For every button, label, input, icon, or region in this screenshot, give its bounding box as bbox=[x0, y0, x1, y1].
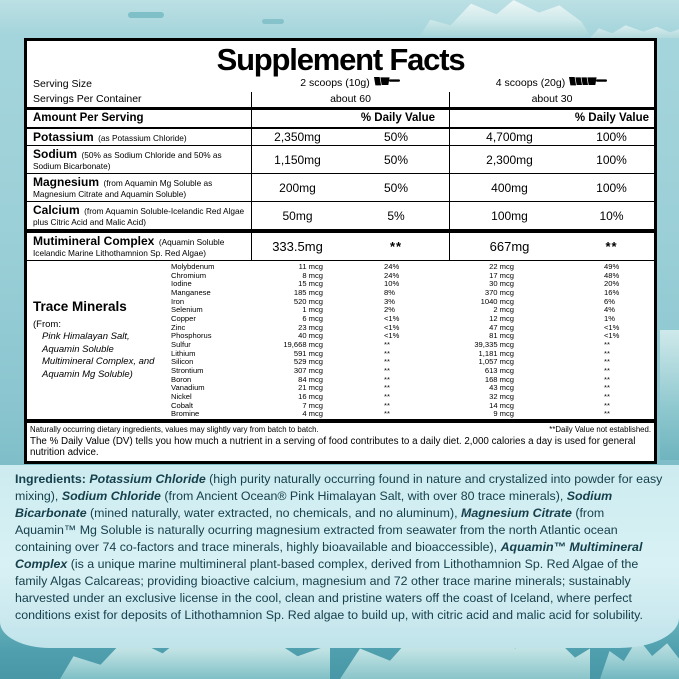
footnote-dv-explainer: The % Daily Value (DV) tells you how much a nutrient in a serving of food contributes to a daily diet. 2,000 calories a day is used for general nutrition advice. bbox=[30, 436, 636, 458]
trace-dv-4scoops: 20% bbox=[604, 279, 620, 289]
nutrient-dv-2scoops: 5% bbox=[387, 208, 405, 223]
nutrient-label bbox=[27, 146, 251, 173]
trace-mineral-row bbox=[166, 315, 654, 324]
trace-dv-2scoops: <1% bbox=[384, 322, 400, 332]
nutrient-amount-4scoops: 100mg bbox=[449, 202, 569, 229]
trace-amount-2scoops: 7 mcg bbox=[302, 400, 323, 410]
trace-mineral-name: Molybdenum bbox=[171, 262, 215, 271]
trace-mineral-name: Vanadium bbox=[171, 383, 205, 393]
trace-dv-2scoops: ** bbox=[384, 400, 390, 410]
servings-per-container-4scoops: about 30 bbox=[449, 92, 654, 107]
trace-dv-2scoops: ** bbox=[384, 339, 390, 349]
iceberg-shape bbox=[262, 19, 284, 24]
trace-amount-4scoops: 1040 mcg bbox=[480, 296, 514, 306]
trace-dv-2scoops: 3% bbox=[384, 296, 395, 306]
trace-dv-2scoops: ** bbox=[384, 409, 390, 419]
trace-dv-4scoops: ** bbox=[604, 400, 610, 410]
panel-title: Supplement Facts bbox=[216, 42, 465, 77]
trace-amount-4scoops: 22 mcg bbox=[489, 262, 514, 271]
trace-source-item: Multimineral Complex, and bbox=[42, 356, 155, 367]
trace-mineral-name: Manganese bbox=[171, 287, 211, 297]
amount-per-serving-header bbox=[27, 110, 654, 129]
trace-dv-4scoops: ** bbox=[604, 348, 610, 358]
trace-dv-4scoops: 49% bbox=[604, 262, 620, 271]
trace-dv-2scoops: <1% bbox=[384, 313, 400, 323]
trace-amount-4scoops: 1,181 mcg bbox=[478, 348, 514, 358]
trace-mineral-row bbox=[166, 341, 654, 350]
serving-size-row bbox=[27, 76, 654, 92]
trace-dv-2scoops: ** bbox=[384, 365, 390, 375]
nutrient-name: Sodium bbox=[33, 147, 77, 161]
nutrient-dv-2scoops: 50% bbox=[383, 130, 409, 144]
trace-amount-2scoops: 11 mcg bbox=[298, 262, 323, 271]
nutrient-name: Potassium bbox=[33, 130, 94, 144]
trace-dv-2scoops: 10% bbox=[384, 279, 400, 289]
trace-dv-2scoops: 8% bbox=[384, 287, 395, 297]
trace-dv-4scoops: <1% bbox=[604, 322, 620, 332]
trace-source-item: Aquamin Mg Soluble) bbox=[42, 368, 133, 380]
trace-mineral-name: Cobalt bbox=[171, 400, 193, 410]
ingredient-segment: Magnesium Citrate bbox=[461, 506, 572, 520]
trace-amount-4scoops: 47 mcg bbox=[489, 322, 514, 332]
trace-minerals-section bbox=[27, 261, 654, 419]
trace-amount-2scoops: 23 mcg bbox=[298, 322, 323, 332]
trace-amount-2scoops: 307 mcg bbox=[293, 365, 323, 375]
trace-mineral-row bbox=[166, 332, 654, 341]
trace-amount-4scoops: 14 mcg bbox=[489, 400, 514, 410]
trace-minerals-heading: Trace Minerals bbox=[33, 299, 127, 314]
trace-mineral-row bbox=[166, 410, 654, 419]
trace-mineral-name: Zinc bbox=[171, 322, 186, 332]
nutrient-name: Calcium bbox=[33, 203, 80, 217]
trace-dv-4scoops: <1% bbox=[604, 331, 620, 341]
trace-dv-4scoops: ** bbox=[604, 391, 610, 401]
trace-amount-2scoops: 1 mcg bbox=[302, 305, 323, 315]
trace-amount-4scoops: 613 mcg bbox=[484, 365, 514, 375]
nutrient-name: Magnesium bbox=[33, 175, 100, 189]
trace-amount-4scoops: 1,057 mcg bbox=[478, 357, 514, 367]
ingredients-paragraph bbox=[15, 471, 665, 624]
multimineral-amount-4scoops: 667mg bbox=[449, 233, 569, 260]
scoop-icon-quad bbox=[568, 76, 607, 92]
trace-dv-4scoops: ** bbox=[604, 409, 610, 419]
servings-per-container-row bbox=[27, 92, 654, 107]
trace-amount-2scoops: 84 mcg bbox=[298, 374, 323, 384]
trace-mineral-name: Lithium bbox=[171, 348, 196, 358]
trace-dv-2scoops: ** bbox=[384, 357, 390, 367]
nutrient-dv-4scoops: 10% bbox=[599, 208, 624, 223]
trace-mineral-row bbox=[166, 280, 654, 289]
nutrient-label bbox=[27, 129, 251, 145]
trace-dv-2scoops: 24% bbox=[384, 270, 400, 280]
multimineral-dv-2scoops: ** bbox=[389, 239, 403, 254]
serving-size-2scoops bbox=[251, 76, 449, 92]
serving-size-4scoops bbox=[449, 76, 654, 92]
supplement-facts-panel bbox=[24, 38, 657, 464]
amount-per-serving-label: Amount Per Serving bbox=[33, 112, 144, 124]
trace-amount-2scoops: 16 mcg bbox=[298, 391, 323, 401]
trace-amount-2scoops: 19,668 mcg bbox=[283, 339, 323, 349]
nutrient-amount-2scoops: 200mg bbox=[251, 174, 343, 201]
footnote-batch: Naturally occurring dietary ingredients, values may slightly vary from batch to batch. bbox=[30, 425, 319, 434]
trace-mineral-row bbox=[166, 367, 654, 376]
nutrient-amount-4scoops: 2,300mg bbox=[449, 146, 569, 173]
iceberg-shape bbox=[128, 12, 164, 18]
multimineral-dv-4scoops: ** bbox=[605, 239, 618, 254]
multimineral-detail: (Aquamin Soluble Icelandic Marine Lithothamnion Sp. Red Algae) bbox=[33, 237, 225, 258]
trace-amount-4scoops: 39,335 mcg bbox=[474, 339, 514, 349]
trace-mineral-row bbox=[166, 393, 654, 402]
trace-amount-2scoops: 529 mcg bbox=[293, 357, 323, 367]
ingredient-segment: Aquamin™ Multimineral Complex bbox=[15, 540, 643, 571]
trace-mineral-name: Strontium bbox=[171, 365, 204, 375]
daily-value-header-2: % Daily Value bbox=[449, 110, 654, 127]
trace-dv-2scoops: ** bbox=[384, 383, 390, 393]
servings-per-container-label: Servings Per Container bbox=[33, 93, 142, 105]
ingredient-segment: Sodium Bicarbonate bbox=[15, 489, 613, 520]
trace-mineral-row bbox=[166, 263, 654, 272]
trace-mineral-name: Nickel bbox=[171, 391, 192, 401]
trace-source-item: Pink Himalayan Salt, bbox=[42, 331, 130, 342]
nutrient-dv-4scoops: 100% bbox=[596, 130, 627, 144]
trace-dv-4scoops: 16% bbox=[604, 287, 620, 297]
trace-mineral-name: Phosphorus bbox=[171, 331, 212, 341]
trace-amount-4scoops: 32 mcg bbox=[489, 391, 514, 401]
trace-amount-2scoops: 4 mcg bbox=[302, 409, 323, 419]
trace-mineral-name: Iron bbox=[171, 296, 185, 306]
trace-amount-4scoops: 81 mcg bbox=[489, 331, 514, 341]
nutrient-detail: (from Aquamin Mg Soluble as Magnesium Citrate and Aquamin Soluble) bbox=[33, 178, 213, 199]
nutrient-amount-2scoops: 1,150mg bbox=[251, 146, 343, 173]
trace-mineral-name: Boron bbox=[171, 374, 192, 384]
trace-mineral-row bbox=[166, 289, 654, 298]
trace-amount-4scoops: 43 mcg bbox=[489, 383, 514, 393]
ingredient-segment: Ingredients: bbox=[15, 472, 90, 486]
trace-mineral-row bbox=[166, 306, 654, 315]
trace-dv-2scoops: 24% bbox=[384, 262, 400, 271]
trace-amount-2scoops: 15 mcg bbox=[298, 279, 323, 289]
ingredient-segment: Potassium Chloride bbox=[89, 472, 206, 486]
nutrient-row bbox=[27, 146, 654, 174]
footnote-row bbox=[27, 423, 654, 435]
ingredient-segment: (mined naturally, water extracted, no chemicals, and no aluminum), bbox=[86, 506, 462, 520]
nutrient-row bbox=[27, 202, 654, 229]
trace-amount-4scoops: 17 mcg bbox=[489, 270, 514, 280]
trace-dv-2scoops: ** bbox=[384, 348, 390, 358]
trace-mineral-name: Silicon bbox=[171, 357, 194, 367]
trace-source-item: Aquamin Soluble bbox=[42, 343, 114, 355]
trace-dv-4scoops: 48% bbox=[604, 270, 620, 280]
ingredient-segment: (from Aquamin™ Mg Soluble is naturally ocurring magnesium extracted from seawater from the north Atlantic ocean containing over 74 co-factors and trace minerals, highly bioavailable and bioaccessible), bbox=[15, 506, 618, 554]
nutrient-amount-4scoops: 4,700mg bbox=[449, 129, 569, 145]
trace-mineral-name: Selenium bbox=[171, 305, 203, 315]
trace-dv-4scoops: ** bbox=[604, 339, 610, 349]
trace-amount-2scoops: 591 mcg bbox=[293, 348, 323, 358]
trace-mineral-name: Iodine bbox=[171, 279, 192, 289]
multimineral-name: Mutimineral Complex bbox=[33, 234, 155, 248]
nutrient-amount-2scoops: 50mg bbox=[251, 202, 343, 229]
trace-minerals-label-block bbox=[33, 299, 183, 381]
multimineral-row bbox=[27, 233, 654, 261]
trace-dv-4scoops: ** bbox=[604, 374, 610, 384]
serving-size-label: Serving Size bbox=[33, 77, 92, 90]
nutrient-amount-4scoops: 400mg bbox=[449, 174, 569, 201]
trace-amount-2scoops: 520 mcg bbox=[293, 296, 323, 306]
trace-amount-2scoops: 40 mcg bbox=[298, 331, 323, 341]
trace-mineral-row bbox=[166, 324, 654, 333]
iceberg-shape bbox=[660, 330, 679, 460]
nutrient-label bbox=[27, 202, 251, 229]
trace-amount-4scoops: 12 mcg bbox=[489, 313, 514, 323]
serving-size-2scoops-text: 2 scoops (10g) bbox=[300, 77, 370, 89]
trace-minerals-from: (From: bbox=[33, 319, 61, 330]
trace-amount-2scoops: 6 mcg bbox=[302, 313, 323, 323]
footnote-dv-not-established: **Daily Value not established. bbox=[549, 425, 651, 434]
servings-per-container-2scoops: about 60 bbox=[251, 92, 449, 107]
nutrient-row bbox=[27, 129, 654, 146]
ingredient-segment: Sodium Chloride bbox=[61, 489, 161, 503]
scoop-icon-double bbox=[373, 76, 400, 92]
trace-mineral-row bbox=[166, 272, 654, 281]
trace-amount-4scoops: 370 mcg bbox=[484, 287, 514, 297]
trace-dv-4scoops: ** bbox=[604, 383, 610, 393]
ingredient-segment: (high purity naturally occurring found in nature and crystalized into powder for easy mixing), bbox=[15, 472, 663, 503]
nutrient-detail: (as Potassium Chloride) bbox=[98, 133, 187, 143]
trace-minerals-sources bbox=[33, 331, 183, 381]
trace-mineral-name: Sulfur bbox=[171, 339, 191, 349]
daily-value-header-1: % Daily Value bbox=[251, 110, 449, 127]
ingredients-panel bbox=[0, 465, 679, 648]
trace-mineral-name: Copper bbox=[171, 313, 196, 323]
trace-amount-2scoops: 21 mcg bbox=[298, 383, 323, 393]
trace-minerals-table bbox=[166, 261, 654, 419]
trace-mineral-row bbox=[166, 358, 654, 367]
trace-mineral-name: Bromine bbox=[171, 409, 200, 419]
trace-dv-4scoops: 1% bbox=[604, 313, 615, 323]
nutrient-dv-2scoops: 50% bbox=[383, 152, 409, 167]
multimineral-amount-2scoops: 333.5mg bbox=[251, 233, 343, 260]
trace-mineral-row bbox=[166, 298, 654, 307]
trace-mineral-row bbox=[166, 376, 654, 385]
trace-amount-4scoops: 2 mcg bbox=[493, 305, 514, 315]
ingredient-segment: (is a unique marine multimineral plant-based complex, derived from Lithothamnion Sp. Red Algae of the family Algas Calcareas; providing bioactive calcium, magnesium and 72 other trace marine minerals; sustainably harvested under an exclusive license in the cool, clean and pristine waters off the coast of Iceland, where perfect conditions exist for deposits of Lithothamnion Sp. Red algae to build up, with citric acid and malic acid for solubility. bbox=[15, 557, 643, 622]
trace-dv-2scoops: ** bbox=[384, 391, 390, 401]
trace-dv-4scoops: 4% bbox=[604, 305, 615, 315]
trace-dv-2scoops: 2% bbox=[384, 305, 395, 315]
trace-amount-4scoops: 30 mcg bbox=[489, 279, 514, 289]
trace-dv-4scoops: ** bbox=[604, 365, 610, 375]
nutrient-dv-4scoops: 100% bbox=[596, 180, 627, 195]
nutrient-detail: (from Aquamin Soluble-Icelandic Red Algae plus Citric Acid and Malic Acid) bbox=[33, 206, 245, 227]
trace-amount-2scoops: 8 mcg bbox=[302, 270, 323, 280]
trace-amount-2scoops: 185 mcg bbox=[293, 287, 323, 297]
trace-mineral-row bbox=[166, 402, 654, 411]
nutrient-dv-4scoops: 100% bbox=[596, 152, 627, 167]
nutrient-row bbox=[27, 174, 654, 202]
serving-size-4scoops-text: 4 scoops (20g) bbox=[495, 77, 566, 89]
trace-dv-2scoops: ** bbox=[384, 374, 390, 384]
trace-amount-4scoops: 9 mcg bbox=[493, 409, 514, 419]
ingredient-segment: (from Ancient Ocean® Pink Himalayan Salt, with over 80 trace minerals), bbox=[160, 489, 567, 503]
trace-mineral-name: Chromium bbox=[171, 270, 207, 280]
trace-dv-4scoops: 6% bbox=[604, 296, 615, 306]
nutrient-rows bbox=[27, 129, 654, 229]
nutrient-dv-2scoops: 50% bbox=[383, 180, 409, 195]
nutrient-label bbox=[27, 174, 251, 201]
trace-mineral-row bbox=[166, 384, 654, 393]
trace-dv-2scoops: <1% bbox=[384, 331, 400, 341]
trace-dv-4scoops: ** bbox=[604, 357, 610, 367]
nutrient-amount-2scoops: 2,350mg bbox=[251, 129, 343, 145]
trace-amount-4scoops: 168 mcg bbox=[484, 374, 514, 384]
nutrient-detail: (50% as Sodium Chloride and 50% as Sodium Bicarbonate) bbox=[33, 150, 222, 171]
multimineral-label bbox=[27, 233, 251, 260]
trace-mineral-row bbox=[166, 350, 654, 359]
